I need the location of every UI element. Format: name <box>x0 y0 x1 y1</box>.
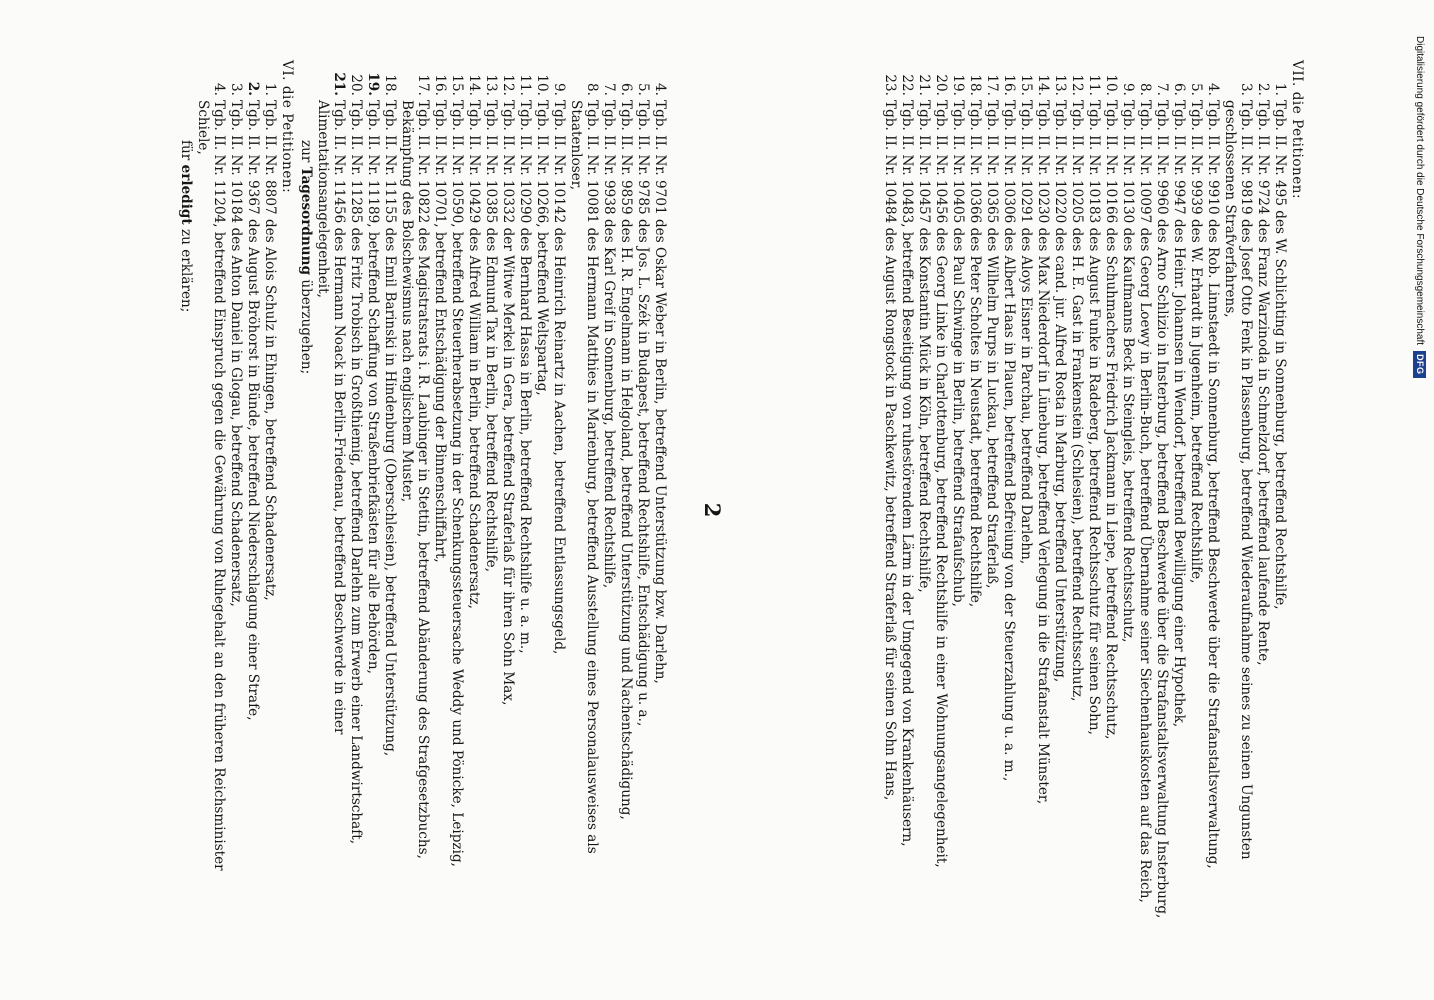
item-text: Tgb. II. Nr. 10429 des Alfred William in Berlin, betreffend Schadenersatz, <box>466 100 482 609</box>
item-text: Tgb. II. Nr. 9947 des Heinr. Johannsen in Wendorf, betreffend Bewilligung einer Hypothek, <box>1171 100 1187 728</box>
petition-entry <box>534 74 550 920</box>
item-number: 16. <box>432 74 448 96</box>
item-number: 19. <box>365 72 381 96</box>
petition-entry <box>635 83 651 920</box>
section-v-list <box>315 72 668 920</box>
item-text: Tgb. II. Nr. 10306 des Albert Haas in Plauen, betreffend Befreiung von der Steuerzahlung u. a. m., <box>1001 100 1017 782</box>
item-number: 18. <box>967 74 983 96</box>
item-number: 7. <box>1154 83 1170 96</box>
petition-entry <box>399 74 431 920</box>
petition-entry <box>618 83 634 920</box>
item-number: 9. <box>551 83 567 96</box>
item-text: Tgb. II. Nr. 10266, betreffend Weltspartag, <box>534 100 550 396</box>
item-text: Tgb. II. Nr. 10385 des Edmund Tax in Berlin, betreffend Rechtshilfe, <box>483 100 499 573</box>
item-number: 3. <box>228 83 244 96</box>
petition-entry <box>1205 83 1221 920</box>
item-text: Tgb. II. Nr. 10081 des Hermann Matthies in Marienburg, betreffend Ausstellung eines Personalausweises als Staatenloser, <box>568 100 600 854</box>
petition-entry <box>500 74 516 920</box>
petition-entry <box>483 74 499 920</box>
petition-entry <box>899 74 915 920</box>
item-number: 10. <box>534 74 550 96</box>
petition-entry <box>1171 83 1187 920</box>
item-number: 2. <box>1255 83 1271 96</box>
item-number: 4. <box>211 83 227 96</box>
item-text: Tgb. II. Nr. 10142 des Heinrich Reinartz in Aachen, betreffend Entlassungsgeld, <box>551 100 567 655</box>
vi-closing-pre: für <box>178 140 194 165</box>
section-vi-list <box>195 81 278 920</box>
item-text: Tgb. II. Nr. 10291 des Aloys Eisner in Parchau, betreffend Darlehn, <box>1018 100 1034 565</box>
item-number: 21. <box>916 74 932 96</box>
item-text: Tgb. II. Nr. 10590, betreffend Steuerherabsetzung in der Schenkungssteuersache Weddy und Pönicke, Leipzig, <box>449 100 465 867</box>
petition-entry <box>315 72 347 920</box>
item-number: 18. <box>382 74 398 96</box>
item-text: Tgb. II. Nr. 9910 des Rob. Linnstaedt in Sonnenburg, betreffend Beschwerde über die Strafanstaltsverwaltung, <box>1205 100 1221 869</box>
petition-entry <box>1001 74 1017 920</box>
item-text: Tgb. II. Nr. 8807 des Alois Schulz in Ehingen, betreffend Schadenersatz, <box>262 100 278 601</box>
item-number: 12. <box>1069 74 1085 96</box>
item-number: 13. <box>483 74 499 96</box>
item-number: 12. <box>500 74 516 96</box>
item-number: 10. <box>1103 74 1119 96</box>
item-text: Tgb. II. Nr. 9724 des Franz Warzinoda in Schmelzdorf, betreffend laufende Rente, <box>1255 100 1271 666</box>
item-number: 22. <box>899 74 915 96</box>
item-number: 4. <box>1205 83 1221 96</box>
item-text: Tgb. II. Nr. 9960 des Arno Schlizio in Insterburg, betreffend Beschwerde über die Strafanstaltsverwaltung Insterburg, <box>1154 100 1170 919</box>
petition-entry <box>601 83 617 920</box>
item-text: Tgb. II. Nr. 9367 des August Bröhorst in Bünde, betreffend Niederschlagung einer Strafe, <box>245 100 261 721</box>
item-text: Tgb. II. Nr. 495 des W. Schlichting in Sonnenburg, betreffend Rechtshilfe, <box>1272 100 1288 610</box>
closing-pre: zur <box>298 140 314 167</box>
item-text: Tgb. II. Nr. 10332 der Witwe Merkel in Gera, betreffend Straferlaß für ihren Sohn Max, <box>500 100 516 706</box>
item-text: Tgb. II. Nr. 9785 des Jos. L. Szék in Budapest, betreffend Rechtshilfe, Entschädigung u. a., <box>635 100 651 727</box>
item-text: Tgb. II. Nr. 10822 des Magistratsrats i. R. Laubinger in Stettin, betreffend Abänderung des Strafgesetzbuchs, Bekämpfung des Bolschewismus nach englischem Muster, <box>399 100 431 859</box>
petition-entry <box>449 74 465 920</box>
item-text: Tgb. II. Nr. 9939 des W. Erhardt in Jugenheim, betreffend Rechtshilfe, <box>1188 100 1204 584</box>
item-text: Tgb. II. Nr. 11456 des Hermann Noack in Berlin-Friedenau, betreffend Beschwerde in einer Alimentationsangelegenheit, <box>315 100 347 735</box>
digitization-caption <box>1412 36 1428 886</box>
petition-entry <box>1255 83 1271 920</box>
petition-entry <box>1035 74 1051 920</box>
petition-entry <box>1137 83 1153 920</box>
item-number: 15. <box>449 74 465 96</box>
item-number: 19. <box>950 74 966 96</box>
petition-entry <box>551 83 567 920</box>
item-text: Tgb. II. Nr. 10701, betreffend Entschädigung der Binnenschiffahrt, <box>432 100 448 563</box>
item-number: 11. <box>1086 74 1102 96</box>
item-text: Tgb. II. Nr. 10230 des Max Niederdorf in Lüneburg, betreffend Verlegung in die Strafanstalt Münster, <box>1035 100 1051 805</box>
section-vi-heading: VI. die Petitionen: <box>279 60 295 194</box>
column-section-vii <box>765 60 1305 920</box>
item-text: Tgb. II. Nr. 9938 des Karl Greif in Sonnenburg, betreffend Rechtshilfe, <box>601 100 617 589</box>
petition-entry <box>984 74 1000 920</box>
vi-closing-bold: erledigt <box>178 164 194 225</box>
item-text: Tgb. II. Nr. 10290 des Bernhard Hassa in Berlin, betreffend Rechtshilfe u. a. m., <box>517 100 533 654</box>
item-number: 4. <box>652 83 668 96</box>
column-continued-list <box>68 60 668 920</box>
item-text: Tgb. II. Nr. 11285 des Fritz Trobisch in Großthiemig, betreffend Darlehn zum Erwerb einer Landwirtschaft, <box>348 100 364 845</box>
item-number: 8. <box>1137 83 1153 96</box>
petition-entry <box>228 83 244 920</box>
section-v-closing <box>298 100 314 920</box>
petition-entry <box>262 83 278 920</box>
item-text: Tgb. II. Nr. 10183 des August Funke in Radeberg, betreffend Rechtsschutz für seinen Sohn, <box>1086 100 1102 735</box>
item-number: 5. <box>1188 83 1204 96</box>
item-number: 17. <box>415 74 431 96</box>
item-text: Tgb. II. Nr. 10097 des Georg Loewy in Berlin-Buch, betreffend Übernahme seiner Siechenhauskosten auf das Reich, <box>1137 100 1153 903</box>
vi-closing-post: zu erklären; <box>178 224 194 313</box>
item-number: 16. <box>1001 74 1017 96</box>
petition-entry <box>950 74 966 920</box>
petition-entry <box>1154 83 1170 920</box>
item-number: 5. <box>635 83 651 96</box>
item-number: 6. <box>1171 83 1187 96</box>
rotated-document <box>20 60 1380 960</box>
item-text: Tgb. II. Nr. 10205 des H. E. Gast in Frankenstein (Schlesien), betreffend Rechtsschutz, <box>1069 100 1085 702</box>
item-number: 13. <box>1052 74 1068 96</box>
section-vi-closing <box>178 100 194 920</box>
petition-entry <box>933 74 949 920</box>
item-number: 2. <box>245 81 261 96</box>
item-text: Tgb. II. Nr. 10457 des Konstantin Mück in Köln, betreffend Rechtshilfe, <box>916 100 932 593</box>
item-number: 3. <box>1238 83 1254 96</box>
petition-entry <box>1272 83 1288 920</box>
item-text: Tgb. II. Nr. 10483, betreffend Beseitigung von ruhestörendem Lärm in der Umgegend von Krankenhäusern, <box>899 100 915 847</box>
petition-entry <box>1103 74 1119 920</box>
petition-entry <box>1018 74 1034 920</box>
item-text: Tgb. II. Nr. 10184 des Anton Daniel in Glogau, betreffend Schadenersatz, <box>228 100 244 607</box>
item-text: Tgb. II. Nr. 10456 des Georg Linke in Charlottenburg, betreffend Rechtshilfe in einer Wohnungsangelegenheit, <box>933 100 949 868</box>
petition-entry <box>1069 74 1085 920</box>
item-number: 9. <box>1120 83 1136 96</box>
petition-entry <box>195 83 227 920</box>
item-number: 7. <box>601 83 617 96</box>
petition-entry <box>517 74 533 920</box>
item-text: Tgb. II. Nr. 11189, betreffend Schaffung von Straßenbriefkästen für alle Behörden, <box>365 100 381 674</box>
petition-entry <box>348 74 364 920</box>
petition-entry <box>1188 83 1204 920</box>
petition-entry <box>382 74 398 920</box>
item-number: 17. <box>984 74 1000 96</box>
section-vii-heading: VII. die Petitionen: <box>1289 60 1305 200</box>
item-number: 14. <box>466 74 482 96</box>
spacer <box>295 100 297 920</box>
item-text: Tgb. II. Nr. 10220 des cand. jur. Alfred Rosta in Marburg, betreffend Unterstützung, <box>1052 100 1068 683</box>
petition-entry <box>882 74 898 920</box>
petition-entry <box>967 74 983 920</box>
item-text: Tgb. II. Nr. 9701 des Oskar Weber in Berlin, betreffend Unterstützung bzw. Darlehn, <box>652 100 668 684</box>
item-number: 1. <box>1272 83 1288 96</box>
item-number: 20. <box>348 74 364 96</box>
petition-entry <box>568 83 600 920</box>
section-vii-list <box>882 74 1288 920</box>
item-number: 15. <box>1018 74 1034 96</box>
item-number: 23. <box>882 74 898 96</box>
closing-post: überzugehen; <box>298 275 314 375</box>
item-text: Tgb. II. Nr. 10405 des Paul Schwinge in Berlin, betreffend Strafaufschub, <box>950 100 966 607</box>
item-number: 21. <box>331 72 347 96</box>
item-text: Tgb. II. Nr. 9819 des Josef Otto Fenk in Plassenburg, betreffend Wiederaufnahme seines zu seinen Ungunsten geschlossenen Strafverfahrens, <box>1222 100 1254 860</box>
petition-entry <box>916 74 932 920</box>
item-number: 14. <box>1035 74 1051 96</box>
item-text: Tgb. II. Nr. 11204, betreffend Einspruch gegen die Gewährung von Ruhegehalt an den früheren Reichsminister Schiele, <box>195 100 227 871</box>
petition-entry <box>652 83 668 920</box>
digitization-caption-inner <box>1412 36 1428 886</box>
petition-entry <box>432 74 448 920</box>
item-text: Tgb. II. Nr. 10484 des August Rongstock in Paschkewitz, betreffend Straferlaß für seinen Sohn Hans, <box>882 100 898 801</box>
petition-entry <box>365 72 381 920</box>
item-number: 11. <box>517 74 533 96</box>
petition-entry <box>1222 83 1254 920</box>
dfg-logo: DFG <box>1414 351 1427 378</box>
item-text: Tgb. II. Nr. 9859 des H. R. Engelmann in Helgoland, betreffend Unterstützung und Nachentschädigung, <box>618 100 634 820</box>
petition-entry <box>245 81 261 920</box>
petition-entry <box>1086 74 1102 920</box>
closing-bold: Tagesordnung <box>298 166 314 276</box>
page-number: 2 <box>700 502 725 518</box>
item-text: Tgb. II. Nr. 10365 des Wilhelm Purps in Luckau, betreffend Straferlaß, <box>984 100 1000 589</box>
item-text: Tgb. II. Nr. 11155 des Emil Barinski in Hindenburg (Oberschlesien), betreffend Unterstützung, <box>382 100 398 757</box>
petition-entry <box>466 74 482 920</box>
item-number: 20. <box>933 74 949 96</box>
item-number: 6. <box>618 83 634 96</box>
petition-entry <box>1052 74 1068 920</box>
petition-entry <box>1120 83 1136 920</box>
item-number: 1. <box>262 83 278 96</box>
item-number: 8. <box>584 83 600 96</box>
caption-text: Digitalisierung gefördert durch die Deutsche Forschungsgemeinschaft <box>1414 36 1426 346</box>
item-text: Tgb. II. Nr. 10166 des Schuhmachers Friedrich Jackmann in Liepe, betreffend Rechtsschutz, <box>1103 100 1119 740</box>
item-text: Tgb. II. Nr. 10366 des Peter Scholtes in Neustadt, betreffend Rechtshilfe, <box>967 100 983 608</box>
item-text: Tgb. II. Nr. 10130 des Kaufmanns Beck in Steingleis, betreffend Rechtsschutz, <box>1120 100 1136 643</box>
